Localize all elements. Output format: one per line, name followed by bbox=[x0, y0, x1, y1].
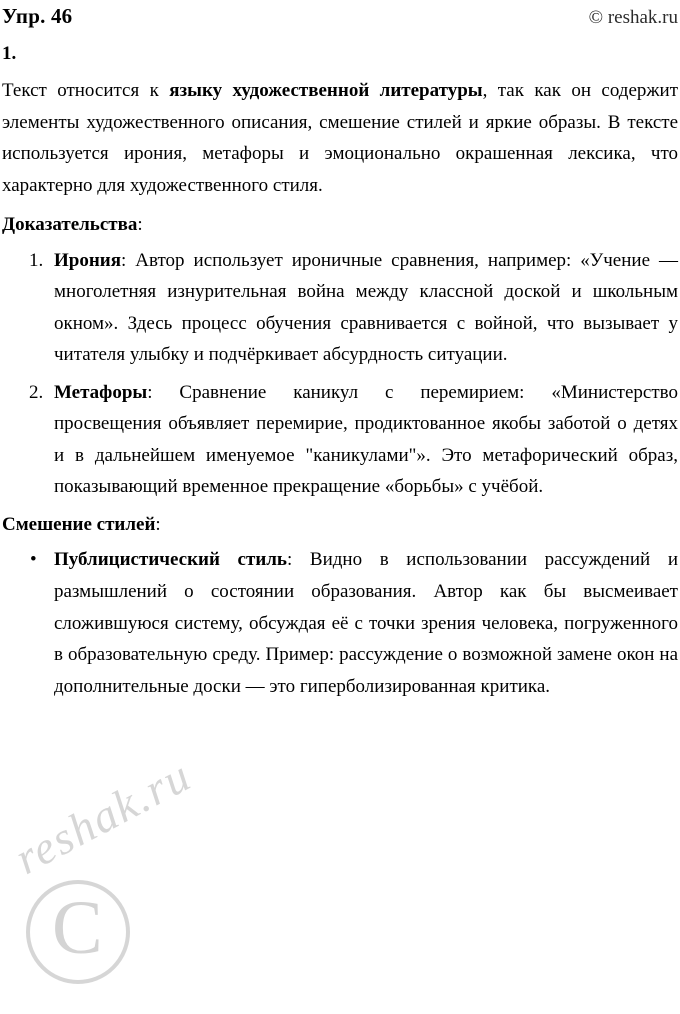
page-header bbox=[2, 4, 678, 29]
styles-mix-label-bold: Смешение стилей bbox=[2, 513, 156, 535]
list-item bbox=[48, 544, 678, 702]
watermark-text: reshak.ru bbox=[6, 749, 200, 884]
proof-item-text: : Сравнение каникул с перемирием: «Министерство просвещения объявляет перемирие, продиктованное якобы заботой о детях и в дальнейшем именуемое "каникулами"». Это метафорический образ, показывающий временное прекращение «борьбы» с учёбой. bbox=[54, 381, 678, 498]
proofs-list bbox=[2, 245, 678, 503]
proofs-label-rest: : bbox=[137, 214, 143, 236]
style-item-bold: Публицистический стиль bbox=[54, 549, 287, 571]
proof-item-bold: Метафоры bbox=[54, 381, 148, 403]
question-number: 1. bbox=[2, 43, 17, 64]
proofs-label-bold: Доказательства bbox=[2, 214, 138, 236]
intro-part2: , так как он содержит элементы художественного описания, смешение стилей и яркие образы. В тексте используется ирония, метафоры и эмоционально окрашенная лексика, что характерно для художественного стиля. bbox=[2, 80, 679, 196]
proof-item-bold: Ирония bbox=[54, 249, 122, 271]
styles-mix-label-rest: : bbox=[155, 513, 161, 535]
proof-item-text: : Автор использует ироничные сравнения, например: «Учение — многолетняя изнурительная война между классной доской и школьным окном». Здесь процесс обучения сравнивается с войной, что вызывает у читателя улыбку и подчёркивает абсурдность ситуации. bbox=[54, 249, 678, 366]
intro-paragraph bbox=[2, 75, 678, 201]
list-item bbox=[48, 245, 678, 371]
styles-mix-list bbox=[2, 544, 678, 702]
style-item-text: : Видно в использовании рассуждений и размышлений о состоянии образования. Автор как бы высмеивает сложившуюся систему, обсуждая её с точки зрения человека, погруженного в образовательную среду. Пример: рассуждение о возможной замене окон на дополнительные доски — это гиперболизированная критика. bbox=[54, 549, 678, 697]
intro-bold: языку художественной литературы bbox=[169, 80, 483, 101]
list-item bbox=[48, 377, 678, 503]
styles-mix-label bbox=[2, 509, 678, 541]
watermark-circle bbox=[26, 880, 130, 984]
proofs-label bbox=[2, 209, 678, 241]
intro-part1: Текст относится к bbox=[2, 80, 170, 101]
page-title: Упр. 46 bbox=[2, 4, 73, 28]
site-credit: © reshak.ru bbox=[588, 7, 678, 28]
watermark-letter: C bbox=[52, 886, 103, 970]
